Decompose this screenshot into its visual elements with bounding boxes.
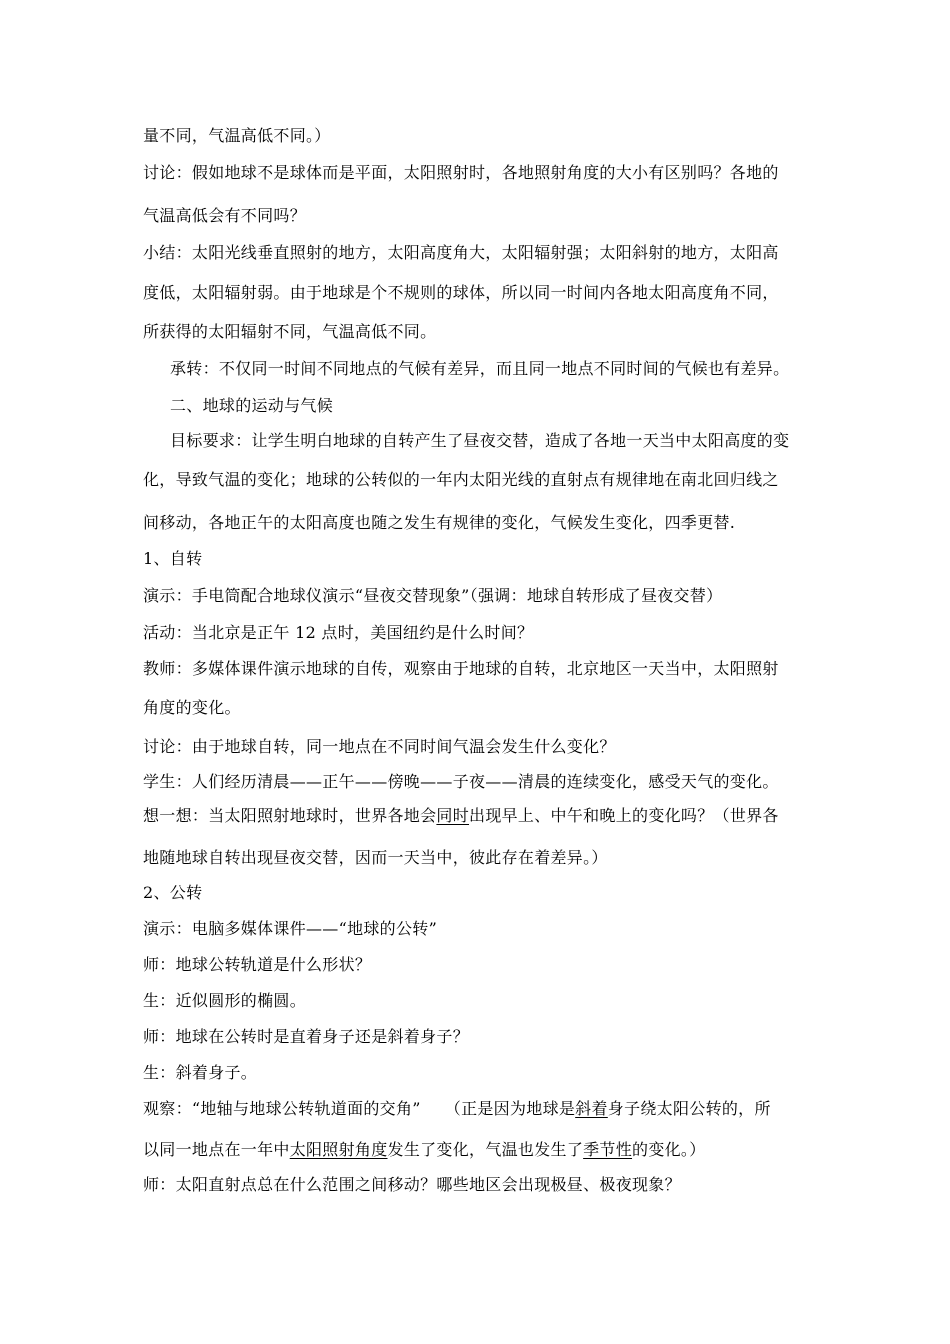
text-line: 生：斜着身子。 xyxy=(143,1063,258,1082)
text-line: 讨论：假如地球不是球体而是平面，太阳照射时，各地照射角度的大小有区别吗？各地的 xyxy=(143,163,779,182)
text-line: 演示：手电筒配合地球仪演示“昼夜交替现象”（强调：地球自转形成了昼夜交替） xyxy=(143,586,723,605)
underlined-term: 太阳照射角度 xyxy=(289,1140,388,1159)
text-run: 出现早上、中午和晚上的变化吗？（世界各 xyxy=(469,806,779,825)
text-run: （正是因为地球是 xyxy=(444,1099,576,1118)
text-run: 身子绕太阳公转的，所 xyxy=(607,1099,771,1118)
text-run: 想一想：当太阳照射地球时，世界各地会 xyxy=(143,806,437,825)
text-line: 间移动，各地正午的太阳高度也随之发生有规律的变化，气候发生变化，四季更替. xyxy=(143,513,736,532)
underlined-term: 同时 xyxy=(436,806,470,825)
subsection-heading: 1、自转 xyxy=(143,549,203,568)
text-line: 角度的变化。 xyxy=(143,698,241,717)
text-line: 目标要求：让学生明白地球的自转产生了昼夜交替，造成了各地一天当中太阳高度的变 xyxy=(170,431,790,450)
subsection-heading: 2、公转 xyxy=(143,883,203,902)
text-line: 演示：电脑多媒体课件——“地球的公转” xyxy=(143,919,438,938)
text-line xyxy=(143,1099,771,1119)
text-line xyxy=(143,1140,706,1160)
text-line: 学生：人们经历清晨——正午——傍晚——子夜——清晨的连续变化，感受天气的变化。 xyxy=(143,772,779,791)
text-run: 发生了变化，气温也发生了 xyxy=(387,1140,584,1159)
text-line: 量不同，气温高低不同。） xyxy=(143,126,331,145)
text-line: 活动：当北京是正午 12 点时，美国纽约是什么时间？ xyxy=(143,623,534,642)
underlined-term: 斜着 xyxy=(575,1099,608,1118)
text-line: 生：近似圆形的椭圆。 xyxy=(143,991,307,1010)
text-line: 地随地球自转出现昼夜交替，因而一天当中，彼此存在着差异。） xyxy=(143,848,608,867)
section-heading: 二、地球的运动与气候 xyxy=(170,396,334,415)
text-line: 化，导致气温的变化；地球的公转似的一年内太阳光线的直射点有规律地在南北回归线之 xyxy=(143,470,779,489)
text-run: 观察：“地轴与地球公转轨道面的交角” xyxy=(143,1099,421,1118)
text-line: 气温高低会有不同吗？ xyxy=(143,206,307,225)
text-line: 教师：多媒体课件演示地球的自传，观察由于地球的自转，北京地区一天当中，太阳照射 xyxy=(143,659,779,678)
text-line: 师：太阳直射点总在什么范围之间移动？哪些地区会出现极昼、极夜现象？ xyxy=(143,1175,681,1194)
text-line: 小结：太阳光线垂直照射的地方，太阳高度角大，太阳辐射强；太阳斜射的地方，太阳高 xyxy=(143,243,779,262)
text-line: 师：地球在公转时是直着身子还是斜着身子？ xyxy=(143,1027,470,1046)
text-line: 所获得的太阳辐射不同，气温高低不同。 xyxy=(143,322,437,341)
text-run: 的变化。） xyxy=(632,1140,706,1159)
text-line: 承转：不仅同一时间不同地点的气候有差异，而且同一地点不同时间的气候也有差异。 xyxy=(170,359,790,378)
text-line: 讨论：由于地球自转，同一地点在不同时间气温会发生什么变化？ xyxy=(143,737,616,756)
text-line: 师：地球公转轨道是什么形状？ xyxy=(143,955,372,974)
text-run: 以同一地点在一年中 xyxy=(143,1140,290,1159)
text-line: 度低，太阳辐射弱。由于地球是个不规则的球体，所以同一时间内各地太阳高度角不同， xyxy=(143,283,779,302)
text-line xyxy=(143,806,779,826)
underlined-term: 季节性 xyxy=(583,1140,633,1159)
